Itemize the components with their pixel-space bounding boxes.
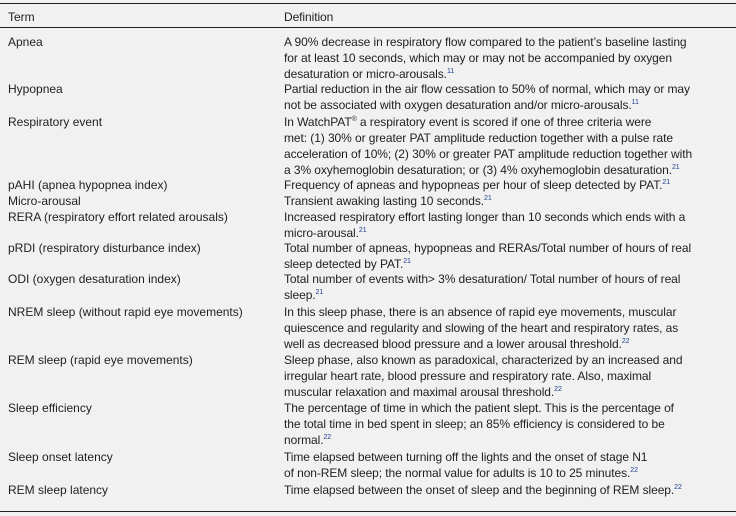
reference-superscript: 21 <box>671 164 680 171</box>
definition-text: acceleration of 10%; (2) 30% or greater PAT amplitude reduction together with <box>284 147 693 161</box>
definition-line <box>284 400 730 416</box>
definition-cell <box>284 352 730 400</box>
term-cell: pRDI (respiratory disturbance index) <box>8 241 201 255</box>
term-cell: Apnea <box>8 35 43 49</box>
definition-cell <box>284 81 730 113</box>
definition-text: A 90% decrease in respiratory flow compared to the patient’s baseline lasting <box>284 35 687 49</box>
definition-line <box>284 193 730 209</box>
definition-text: irregular heart rate, blood pressure and respiratory rate. Also, maximal <box>284 369 652 383</box>
definition-text: Total number of apneas, hypopneas and RERAs/Total number of hours of real <box>284 241 692 255</box>
term-cell: Sleep onset latency <box>8 450 113 464</box>
definition-text: a respiratory event is scored if one of three criteria were <box>356 115 652 129</box>
reference-superscript: 22 <box>621 338 630 345</box>
definition-cell <box>284 177 730 193</box>
term-column-header: Term <box>8 10 35 24</box>
table-top-rule <box>0 3 736 4</box>
definition-line <box>284 130 730 146</box>
definition-line <box>284 177 730 193</box>
term-cell: RERA (respiratory effort related arousals) <box>8 210 228 224</box>
definition-cell <box>284 34 730 82</box>
definition-text: In WatchPAT <box>284 115 352 129</box>
reference-superscript: 22 <box>630 467 638 474</box>
definition-line <box>284 66 730 82</box>
definition-text: well as decreased blood pressure and a lower arousal threshold. <box>284 337 622 351</box>
definition-line <box>284 416 730 432</box>
term-cell: pAHI (apnea hypopnea index) <box>8 178 168 192</box>
definition-line <box>284 240 730 256</box>
definition-line <box>284 34 730 50</box>
definition-column-header: Definition <box>284 10 334 24</box>
term-cell: NREM sleep (without rapid eye movements) <box>8 305 243 319</box>
definition-text: desaturation or micro-arousals. <box>284 67 447 81</box>
term-cell: ODI (oxygen desaturation index) <box>8 272 181 286</box>
definition-line <box>284 465 730 481</box>
reference-superscript: 21 <box>662 179 671 186</box>
definition-line <box>284 287 730 303</box>
definition-text: met: (1) 30% or greater PAT amplitude reduction together with a pulse rate <box>284 131 673 145</box>
definition-cell <box>284 304 730 352</box>
definition-text: muscular relaxation and maximal arousal threshold. <box>284 385 555 399</box>
table-header-rule <box>0 27 736 28</box>
definition-line <box>284 432 730 448</box>
reference-superscript: 11 <box>631 99 639 106</box>
definition-text: Sleep phase, also known as paradoxical, characterized by an increased and <box>284 353 683 367</box>
definition-line <box>284 304 730 320</box>
definition-line <box>284 162 730 178</box>
definition-line <box>284 352 730 368</box>
definition-text: quiescence and regularity and slowing of the heart and respiratory rates, as <box>284 321 679 335</box>
table-bottom-rule <box>0 511 736 512</box>
definition-line <box>284 97 730 113</box>
reference-superscript: 21 <box>315 289 324 296</box>
definition-text: Transient awaking lasting 10 seconds. <box>284 194 485 208</box>
definition-line <box>284 368 730 384</box>
term-cell: REM sleep (rapid eye movements) <box>8 353 193 367</box>
definition-line <box>284 225 730 241</box>
definition-cell <box>284 209 730 241</box>
reference-superscript: 21 <box>403 258 411 265</box>
term-cell: REM sleep latency <box>8 483 109 497</box>
reference-superscript: 21 <box>358 227 367 234</box>
definition-cell <box>284 400 730 448</box>
definition-text: sleep detected by PAT. <box>284 257 404 271</box>
definition-line <box>284 256 730 272</box>
definition-text: Time elapsed between turning off the lights and the onset of stage N1 <box>284 450 648 464</box>
definition-cell <box>284 482 730 498</box>
registered-mark: ® <box>351 116 357 123</box>
definition-text: normal. <box>284 433 324 447</box>
definition-cell <box>284 114 730 178</box>
definition-text: a 3% oxyhemoglobin desaturation; or (3) 4% oxyhemoglobin desaturation. <box>284 163 672 177</box>
definition-text: Partial reduction in the air flow cessation to 50% of normal, which may or may <box>284 82 690 96</box>
definition-text: the total time in bed spent in sleep; an 85% efficiency is considered to be <box>284 417 665 431</box>
definition-line <box>284 384 730 400</box>
definition-text: for at least 10 seconds, which may or may not be accompanied by oxygen <box>284 51 672 65</box>
definition-line <box>284 482 730 498</box>
definition-line <box>284 114 730 130</box>
definition-text: In this sleep phase, there is an absence of rapid eye movements, muscular <box>284 305 677 319</box>
reference-superscript: 22 <box>323 434 332 441</box>
term-cell: Micro-arousal <box>8 194 81 208</box>
definition-text: Frequency of apneas and hypopneas per hour of sleep detected by PAT. <box>284 178 663 192</box>
reference-superscript: 22 <box>554 386 562 393</box>
definition-line <box>284 449 730 465</box>
term-cell: Hypopnea <box>8 82 63 96</box>
definition-line <box>284 320 730 336</box>
definition-text: Increased respiratory effort lasting longer than 10 seconds which ends with a <box>284 210 686 224</box>
reference-superscript: 22 <box>674 484 682 491</box>
definition-cell <box>284 271 730 303</box>
definition-cell <box>284 240 730 272</box>
definition-text: sleep. <box>284 288 316 302</box>
definition-text: Total number of events with> 3% desaturation/ Total number of hours of real <box>284 272 681 286</box>
reference-superscript: 21 <box>484 195 492 202</box>
definition-text: micro-arousal. <box>284 226 359 240</box>
term-cell: Respiratory event <box>8 115 103 129</box>
definition-text: The percentage of time in which the patient slept. This is the percentage of <box>284 401 674 415</box>
term-cell: Sleep efficiency <box>8 401 92 415</box>
definition-cell <box>284 193 730 209</box>
definition-line <box>284 336 730 352</box>
definition-line <box>284 146 730 162</box>
reference-superscript: 11 <box>446 68 455 75</box>
definition-line <box>284 209 730 225</box>
definition-line <box>284 271 730 287</box>
definition-text: not be associated with oxygen desaturation and/or micro-arousals. <box>284 98 632 112</box>
definition-text: of non-REM sleep; the normal value for adults is 10 to 25 minutes. <box>284 466 631 480</box>
definition-line <box>284 50 730 66</box>
definition-text: Time elapsed between the onset of sleep and the beginning of REM sleep. <box>284 483 675 497</box>
definition-cell <box>284 449 730 481</box>
definition-line <box>284 81 730 97</box>
